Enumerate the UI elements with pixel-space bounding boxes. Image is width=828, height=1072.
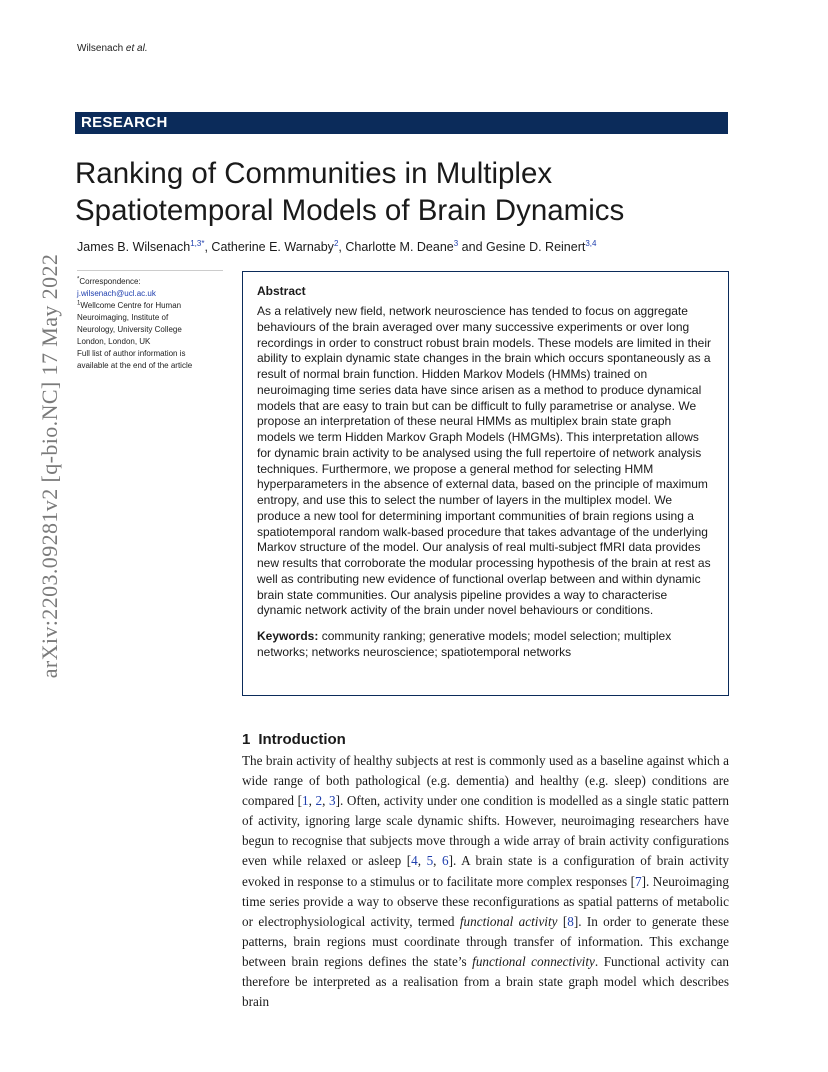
citation-link[interactable]: 7 [635, 873, 642, 889]
body-text: ]. Neuroimaging time series provide a way to observe these reconfigurations as spatial patterns of metabolic or electrophysiological activity, termed [242, 873, 729, 929]
author-name: Charlotte M. Deane [345, 240, 454, 254]
introduction-paragraph: The brain activity of healthy subjects at rest is commonly used as a baseline against which a wide range of both pathological (e.g. dementia) and healthy (e.g. sleep) conditions are compared [1, 2, 3]. Often, activity under one condition is modelled as a single static pattern of activity, ignoring large scale dynamic shifts. However, neuroimaging researchers have begun to recognise that subjects move through a wide array of brain activity configurations even while relaxed or asleep [4, 5, 6]. A brain state is a configuration of brain activity evoked in response to a stimulus or to facilitate more complex responses [7]. Neuroimaging time series provide a way to observe these reconfigurations as spatial patterns of metabolic or electrophysiological activity, termed functional activity [8]. In order to generate these patterns, brain regions must coordinate through transfer of information. This exchange between brain regions defines the state’s functional connectivity. Functional activity can therefore be interpreted as a realisation from a brain state graph model which describes brain [242, 753, 730, 1010]
author-name: Gesine D. Reinert [486, 240, 586, 254]
keywords-text: community ranking; generative models; model selection; multiplex networks; networks neuroscience; spatiotemporal networks [257, 629, 672, 659]
author-affiliation[interactable]: 3 [453, 238, 459, 248]
section-number: 1 [242, 731, 251, 748]
emphasized-term: functional connectivity [472, 953, 595, 969]
affiliation-mark: 1 [77, 300, 81, 307]
body-text: The brain activity of healthy subjects at rest is commonly used as a baseline against which a wide range of both pathological (e.g. dementia) and healthy (e.g. sleep) conditions are compared [ [242, 753, 729, 809]
author-separator: , [204, 240, 212, 254]
author-info-note: Full list of author information is [77, 349, 186, 358]
citation-link[interactable]: 3 [329, 793, 336, 809]
running-head-author: Wilsenach [77, 43, 124, 54]
author-name: James B. Wilsenach [77, 240, 191, 254]
affiliation-text: Neuroimaging, Institute of [77, 313, 169, 322]
correspondence-label: Correspondence: [79, 277, 141, 286]
citation-link[interactable]: 5 [426, 853, 434, 869]
abstract-box [242, 271, 729, 696]
author-name: Catherine E. Warnaby [211, 240, 334, 254]
author-affiliation[interactable]: 1,3* [190, 238, 205, 248]
author-affiliation[interactable]: 3,4 [585, 238, 597, 248]
body-text: ]. A brain state is a configuration of brain activity evoked in response to a stimulus or to facilitate more complex responses [ [242, 853, 730, 889]
abstract-text: As a relatively new field, network neuroscience has tended to focus on aggregate behaviours of the brain averaged over many successive experiments or over long recordings in order to construct robust brain models. These models are limited in their ability to explain dynamic state changes in the brain which occurs spontaneously as a result of normal brain function. Hidden Markov Models (HMMs) trained on neuroimaging time series data have since arisen as a method to produce dynamical models that are easy to train but can be difficult to fully parametrise or analyse. We propose an interpretation of these neural HMMs as multiplex brain state graph models we term Hidden Markov Graph Models (HMGMs). This interpretation allows for dynamic brain activity to be analysed using the full repertoire of network analysis techniques. Furthermore, we propose a general method for selecting HMM hyperparameters in the absence of external data, based on the principle of maximum entropy, and use this to select the number of layers in the multiplex model. We produce a new tool for determining important communities of brain regions using a spatiotemporal random walk-based procedure that takes advantage of the underlying Markov structure of the model. Our analysis of real multi-subject fMRI data provides new results that corroborate the modular processing hypothesis of the brain at rest as well as contributing new evidence of functional overlap between and within dynamic brain state communities. Our analysis pipeline provides a way to characterise dynamic network activity of the brain under novel behaviours or conditions. [257, 304, 711, 618]
citation-link[interactable]: 8 [567, 913, 574, 929]
affiliation-line [77, 300, 223, 312]
citation-link[interactable]: 2 [315, 793, 323, 809]
author-separator: and [458, 240, 486, 254]
keywords-label: Keywords: [257, 629, 319, 643]
author-separator: , [338, 240, 346, 254]
arxiv-identifier-text: arXiv:2203.09281v2 [q-bio.NC] 17 May 2022 [37, 253, 62, 679]
citation-link[interactable]: 6 [442, 853, 449, 869]
author-info-note: available at the end of the article [77, 361, 193, 370]
title-line-1: Ranking of Communities in Multiplex [75, 157, 553, 190]
body-text: [ [557, 913, 568, 929]
running-head [77, 43, 148, 54]
correspondence-sidebar [77, 270, 223, 372]
affiliation-text: London, London, UK [77, 337, 151, 346]
abstract-heading: Abstract [257, 284, 306, 298]
section-title: Introduction [258, 731, 346, 748]
correspondence-email-link[interactable]: j.wilsenach@ucl.ac.uk [77, 289, 156, 298]
paper-title [75, 155, 735, 229]
section-label: RESEARCH [75, 112, 728, 134]
body-text: ]. Often, activity under one condition is modelled as a single static pattern of activity, ignoring large scale dynamic shifts. However, neuroimaging researchers have begun to recognise that subjects move through a wide array of brain activity configurations even while relaxed or asleep [ [242, 793, 729, 869]
correspondence-mark: * [77, 276, 80, 283]
author-list [77, 238, 737, 256]
running-head-etal: et al. [125, 43, 148, 54]
title-line-2: Spatiotemporal Models of Brain Dynamics [75, 194, 625, 227]
keywords [257, 629, 713, 661]
author-affiliation[interactable]: 2 [333, 238, 339, 248]
affiliation-text: Neurology, University College [77, 325, 182, 334]
body-text: . Functional activity can therefore be interpreted as a realisation from a brain state graph model which describes brain [242, 953, 729, 1010]
citation-link[interactable]: 1 [302, 793, 309, 809]
correspondence-line [77, 276, 223, 288]
body-text: ]. In order to generate these patterns, brain regions must coordinate through transfer of information. This exchange between brain regions defines the state’s [242, 913, 729, 969]
emphasized-term: functional activity [459, 913, 558, 929]
introduction-heading [242, 731, 346, 748]
affiliation-text: Wellcome Centre for Human [80, 301, 182, 310]
citation-link[interactable]: 4 [411, 853, 418, 869]
